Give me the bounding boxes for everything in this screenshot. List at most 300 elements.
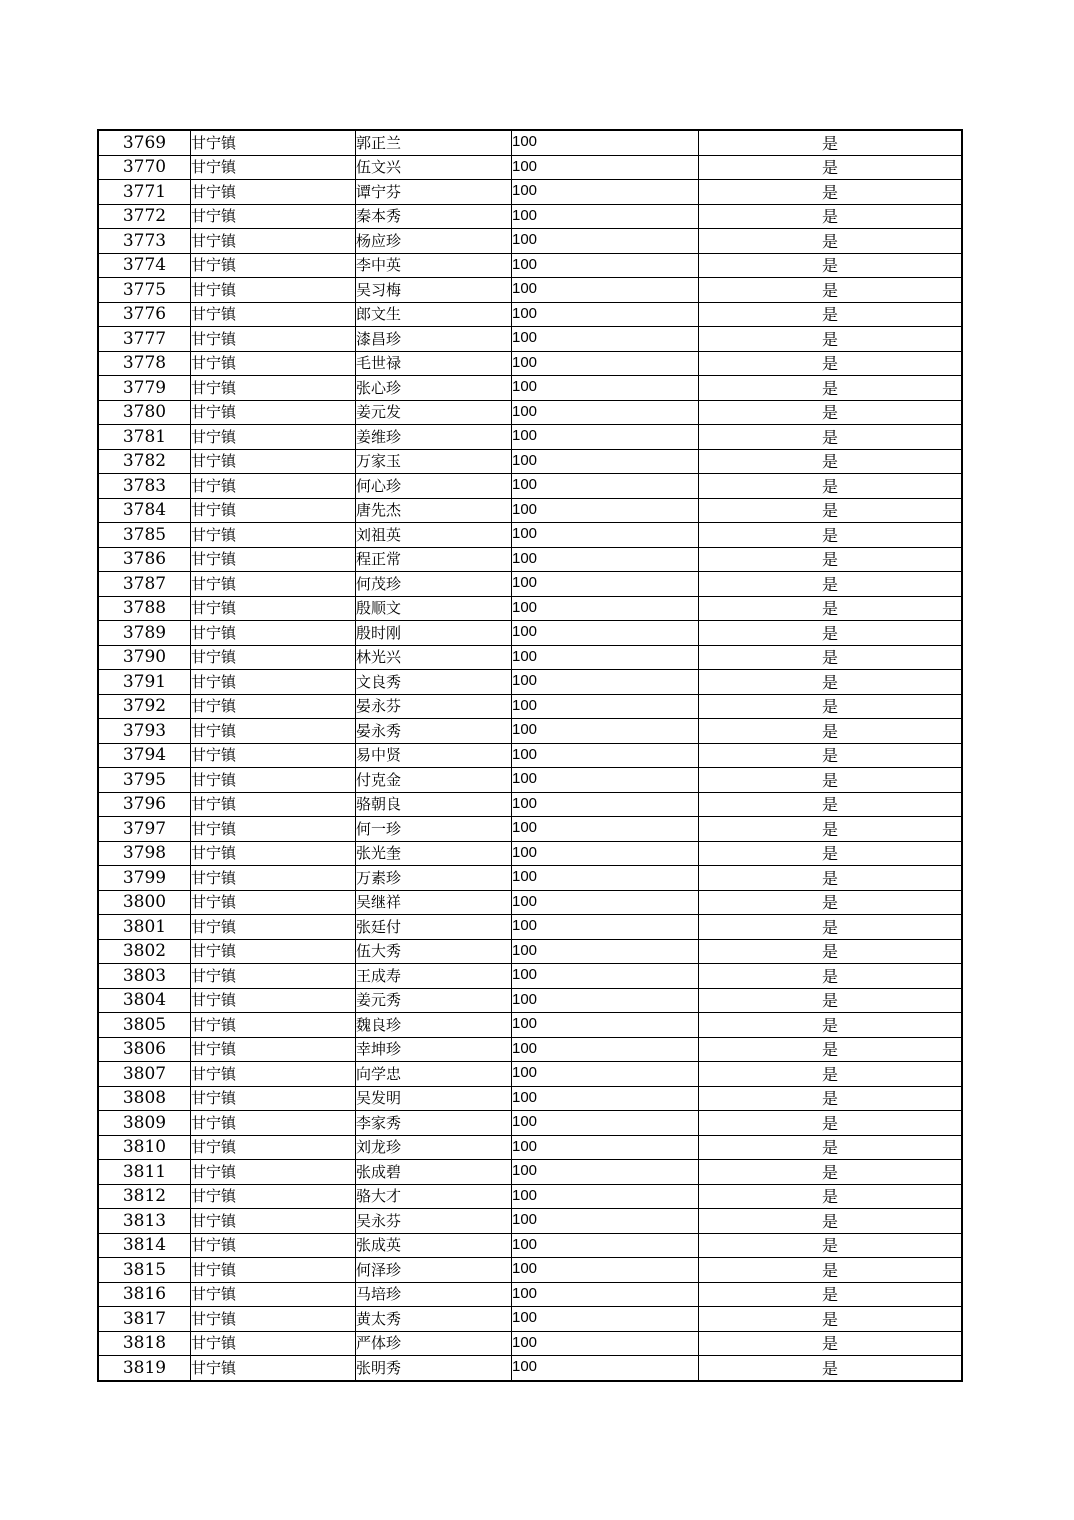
table-row xyxy=(98,768,962,793)
amount-cell: 100 xyxy=(512,302,699,327)
row-number-cell: 3797 xyxy=(98,817,191,842)
status-cell: 是 xyxy=(699,1282,963,1307)
table-row xyxy=(98,155,962,180)
row-number-cell: 3819 xyxy=(98,1356,191,1381)
row-number-cell: 3783 xyxy=(98,474,191,499)
town-cell: 甘宁镇 xyxy=(191,1160,356,1185)
amount-cell: 100 xyxy=(512,400,699,425)
person-name-cell: 幸坤珍 xyxy=(356,1037,512,1062)
person-name-cell: 郎文生 xyxy=(356,302,512,327)
town-cell: 甘宁镇 xyxy=(191,1282,356,1307)
row-number-cell: 3772 xyxy=(98,204,191,229)
town-cell: 甘宁镇 xyxy=(191,719,356,744)
status-cell: 是 xyxy=(699,498,963,523)
status-cell: 是 xyxy=(699,1086,963,1111)
status-cell: 是 xyxy=(699,302,963,327)
status-cell: 是 xyxy=(699,1331,963,1356)
row-number-cell: 3802 xyxy=(98,939,191,964)
status-cell: 是 xyxy=(699,1356,963,1381)
town-cell: 甘宁镇 xyxy=(191,1013,356,1038)
person-name-cell: 殷顺文 xyxy=(356,596,512,621)
town-cell: 甘宁镇 xyxy=(191,1111,356,1136)
town-cell: 甘宁镇 xyxy=(191,327,356,352)
table-row xyxy=(98,621,962,646)
table-row xyxy=(98,792,962,817)
person-name-cell: 姜维珍 xyxy=(356,425,512,450)
table-row xyxy=(98,425,962,450)
table-row xyxy=(98,743,962,768)
amount-cell: 100 xyxy=(512,1037,699,1062)
person-name-cell: 张廷付 xyxy=(356,915,512,940)
row-number-cell: 3811 xyxy=(98,1160,191,1185)
table-row xyxy=(98,302,962,327)
table-row xyxy=(98,1037,962,1062)
amount-cell: 100 xyxy=(512,1062,699,1087)
amount-cell: 100 xyxy=(512,449,699,474)
status-cell: 是 xyxy=(699,204,963,229)
person-name-cell: 严体珍 xyxy=(356,1331,512,1356)
town-cell: 甘宁镇 xyxy=(191,792,356,817)
town-cell: 甘宁镇 xyxy=(191,572,356,597)
status-cell: 是 xyxy=(699,1111,963,1136)
row-number-cell: 3813 xyxy=(98,1209,191,1234)
status-cell: 是 xyxy=(699,792,963,817)
row-number-cell: 3795 xyxy=(98,768,191,793)
status-cell: 是 xyxy=(699,1135,963,1160)
amount-cell: 100 xyxy=(512,841,699,866)
person-name-cell: 殷时刚 xyxy=(356,621,512,646)
town-cell: 甘宁镇 xyxy=(191,670,356,695)
table-row xyxy=(98,1086,962,1111)
table-row xyxy=(98,351,962,376)
status-cell: 是 xyxy=(699,866,963,891)
amount-cell: 100 xyxy=(512,376,699,401)
amount-cell: 100 xyxy=(512,1331,699,1356)
amount-cell: 100 xyxy=(512,719,699,744)
amount-cell: 100 xyxy=(512,253,699,278)
row-number-cell: 3780 xyxy=(98,400,191,425)
person-name-cell: 郭正兰 xyxy=(356,130,512,155)
status-cell: 是 xyxy=(699,1209,963,1234)
person-name-cell: 晏永秀 xyxy=(356,719,512,744)
amount-cell: 100 xyxy=(512,278,699,303)
town-cell: 甘宁镇 xyxy=(191,915,356,940)
row-number-cell: 3792 xyxy=(98,694,191,719)
town-cell: 甘宁镇 xyxy=(191,1356,356,1381)
table-row xyxy=(98,1184,962,1209)
row-number-cell: 3808 xyxy=(98,1086,191,1111)
person-name-cell: 何茂珍 xyxy=(356,572,512,597)
person-name-cell: 万家玉 xyxy=(356,449,512,474)
table-row xyxy=(98,596,962,621)
row-number-cell: 3775 xyxy=(98,278,191,303)
person-name-cell: 毛世禄 xyxy=(356,351,512,376)
town-cell: 甘宁镇 xyxy=(191,229,356,254)
town-cell: 甘宁镇 xyxy=(191,841,356,866)
row-number-cell: 3814 xyxy=(98,1233,191,1258)
table-row xyxy=(98,988,962,1013)
row-number-cell: 3791 xyxy=(98,670,191,695)
table-row xyxy=(98,130,962,155)
table-row xyxy=(98,1062,962,1087)
person-name-cell: 张成英 xyxy=(356,1233,512,1258)
person-name-cell: 易中贤 xyxy=(356,743,512,768)
row-number-cell: 3799 xyxy=(98,866,191,891)
amount-cell: 100 xyxy=(512,1086,699,1111)
town-cell: 甘宁镇 xyxy=(191,1086,356,1111)
person-name-cell: 晏永芬 xyxy=(356,694,512,719)
status-cell: 是 xyxy=(699,841,963,866)
amount-cell: 100 xyxy=(512,939,699,964)
person-name-cell: 付克金 xyxy=(356,768,512,793)
person-name-cell: 伍大秀 xyxy=(356,939,512,964)
table-row xyxy=(98,1282,962,1307)
amount-cell: 100 xyxy=(512,1209,699,1234)
amount-cell: 100 xyxy=(512,645,699,670)
table-row xyxy=(98,1135,962,1160)
status-cell: 是 xyxy=(699,596,963,621)
town-cell: 甘宁镇 xyxy=(191,180,356,205)
table-row xyxy=(98,498,962,523)
table-row xyxy=(98,1331,962,1356)
row-number-cell: 3778 xyxy=(98,351,191,376)
table-row xyxy=(98,229,962,254)
person-name-cell: 唐先杰 xyxy=(356,498,512,523)
amount-cell: 100 xyxy=(512,621,699,646)
status-cell: 是 xyxy=(699,155,963,180)
table-row xyxy=(98,1209,962,1234)
person-name-cell: 张成碧 xyxy=(356,1160,512,1185)
row-number-cell: 3800 xyxy=(98,890,191,915)
status-cell: 是 xyxy=(699,817,963,842)
amount-cell: 100 xyxy=(512,768,699,793)
person-name-cell: 吴永芬 xyxy=(356,1209,512,1234)
status-cell: 是 xyxy=(699,743,963,768)
table-row xyxy=(98,278,962,303)
table-row xyxy=(98,1258,962,1283)
table-row xyxy=(98,670,962,695)
status-cell: 是 xyxy=(699,890,963,915)
person-name-cell: 程正常 xyxy=(356,547,512,572)
town-cell: 甘宁镇 xyxy=(191,866,356,891)
person-name-cell: 伍文兴 xyxy=(356,155,512,180)
person-name-cell: 漆昌珍 xyxy=(356,327,512,352)
town-cell: 甘宁镇 xyxy=(191,964,356,989)
person-name-cell: 文良秀 xyxy=(356,670,512,695)
status-cell: 是 xyxy=(699,474,963,499)
table-row xyxy=(98,180,962,205)
town-cell: 甘宁镇 xyxy=(191,1135,356,1160)
town-cell: 甘宁镇 xyxy=(191,768,356,793)
person-name-cell: 骆朝良 xyxy=(356,792,512,817)
status-cell: 是 xyxy=(699,425,963,450)
row-number-cell: 3806 xyxy=(98,1037,191,1062)
town-cell: 甘宁镇 xyxy=(191,400,356,425)
person-name-cell: 刘祖英 xyxy=(356,523,512,548)
person-name-cell: 杨应珍 xyxy=(356,229,512,254)
town-cell: 甘宁镇 xyxy=(191,1307,356,1332)
status-cell: 是 xyxy=(699,768,963,793)
amount-cell: 100 xyxy=(512,890,699,915)
town-cell: 甘宁镇 xyxy=(191,1258,356,1283)
roster-body xyxy=(98,130,962,1381)
status-cell: 是 xyxy=(699,253,963,278)
status-cell: 是 xyxy=(699,130,963,155)
row-number-cell: 3781 xyxy=(98,425,191,450)
amount-cell: 100 xyxy=(512,229,699,254)
amount-cell: 100 xyxy=(512,792,699,817)
person-name-cell: 黄太秀 xyxy=(356,1307,512,1332)
person-name-cell: 何泽珍 xyxy=(356,1258,512,1283)
table-row xyxy=(98,523,962,548)
row-number-cell: 3782 xyxy=(98,449,191,474)
amount-cell: 100 xyxy=(512,988,699,1013)
status-cell: 是 xyxy=(699,229,963,254)
row-number-cell: 3796 xyxy=(98,792,191,817)
town-cell: 甘宁镇 xyxy=(191,425,356,450)
table-row xyxy=(98,719,962,744)
row-number-cell: 3793 xyxy=(98,719,191,744)
status-cell: 是 xyxy=(699,939,963,964)
person-name-cell: 林光兴 xyxy=(356,645,512,670)
person-name-cell: 向学忠 xyxy=(356,1062,512,1087)
person-name-cell: 谭宁芬 xyxy=(356,180,512,205)
person-name-cell: 刘龙珍 xyxy=(356,1135,512,1160)
table-row xyxy=(98,915,962,940)
table-row xyxy=(98,253,962,278)
person-name-cell: 姜元秀 xyxy=(356,988,512,1013)
row-number-cell: 3776 xyxy=(98,302,191,327)
table-row xyxy=(98,204,962,229)
town-cell: 甘宁镇 xyxy=(191,155,356,180)
row-number-cell: 3803 xyxy=(98,964,191,989)
town-cell: 甘宁镇 xyxy=(191,474,356,499)
amount-cell: 100 xyxy=(512,1233,699,1258)
town-cell: 甘宁镇 xyxy=(191,351,356,376)
amount-cell: 100 xyxy=(512,817,699,842)
row-number-cell: 3785 xyxy=(98,523,191,548)
table-row xyxy=(98,866,962,891)
amount-cell: 100 xyxy=(512,866,699,891)
amount-cell: 100 xyxy=(512,1135,699,1160)
town-cell: 甘宁镇 xyxy=(191,694,356,719)
amount-cell: 100 xyxy=(512,523,699,548)
town-cell: 甘宁镇 xyxy=(191,1209,356,1234)
status-cell: 是 xyxy=(699,449,963,474)
town-cell: 甘宁镇 xyxy=(191,130,356,155)
town-cell: 甘宁镇 xyxy=(191,523,356,548)
status-cell: 是 xyxy=(699,915,963,940)
town-cell: 甘宁镇 xyxy=(191,939,356,964)
town-cell: 甘宁镇 xyxy=(191,253,356,278)
person-name-cell: 吴发明 xyxy=(356,1086,512,1111)
table-row xyxy=(98,817,962,842)
town-cell: 甘宁镇 xyxy=(191,1331,356,1356)
table-row xyxy=(98,939,962,964)
status-cell: 是 xyxy=(699,523,963,548)
row-number-cell: 3807 xyxy=(98,1062,191,1087)
row-number-cell: 3798 xyxy=(98,841,191,866)
amount-cell: 100 xyxy=(512,743,699,768)
row-number-cell: 3801 xyxy=(98,915,191,940)
status-cell: 是 xyxy=(699,572,963,597)
table-row xyxy=(98,890,962,915)
status-cell: 是 xyxy=(699,376,963,401)
row-number-cell: 3769 xyxy=(98,130,191,155)
town-cell: 甘宁镇 xyxy=(191,302,356,327)
table-row xyxy=(98,449,962,474)
table-row xyxy=(98,645,962,670)
amount-cell: 100 xyxy=(512,694,699,719)
row-number-cell: 3804 xyxy=(98,988,191,1013)
town-cell: 甘宁镇 xyxy=(191,817,356,842)
row-number-cell: 3787 xyxy=(98,572,191,597)
table-row xyxy=(98,1160,962,1185)
person-name-cell: 吴继祥 xyxy=(356,890,512,915)
amount-cell: 100 xyxy=(512,351,699,376)
town-cell: 甘宁镇 xyxy=(191,1062,356,1087)
table-row xyxy=(98,547,962,572)
town-cell: 甘宁镇 xyxy=(191,498,356,523)
status-cell: 是 xyxy=(699,351,963,376)
row-number-cell: 3773 xyxy=(98,229,191,254)
town-cell: 甘宁镇 xyxy=(191,890,356,915)
row-number-cell: 3786 xyxy=(98,547,191,572)
row-number-cell: 3805 xyxy=(98,1013,191,1038)
person-name-cell: 骆大才 xyxy=(356,1184,512,1209)
row-number-cell: 3812 xyxy=(98,1184,191,1209)
town-cell: 甘宁镇 xyxy=(191,645,356,670)
town-cell: 甘宁镇 xyxy=(191,547,356,572)
status-cell: 是 xyxy=(699,327,963,352)
town-cell: 甘宁镇 xyxy=(191,1037,356,1062)
person-name-cell: 魏良珍 xyxy=(356,1013,512,1038)
row-number-cell: 3790 xyxy=(98,645,191,670)
row-number-cell: 3815 xyxy=(98,1258,191,1283)
roster-table xyxy=(97,129,963,1382)
status-cell: 是 xyxy=(699,547,963,572)
person-name-cell: 何一珍 xyxy=(356,817,512,842)
town-cell: 甘宁镇 xyxy=(191,204,356,229)
person-name-cell: 张心珍 xyxy=(356,376,512,401)
status-cell: 是 xyxy=(699,180,963,205)
person-name-cell: 秦本秀 xyxy=(356,204,512,229)
amount-cell: 100 xyxy=(512,130,699,155)
row-number-cell: 3817 xyxy=(98,1307,191,1332)
status-cell: 是 xyxy=(699,1062,963,1087)
status-cell: 是 xyxy=(699,1037,963,1062)
town-cell: 甘宁镇 xyxy=(191,988,356,1013)
person-name-cell: 王成寿 xyxy=(356,964,512,989)
person-name-cell: 马培珍 xyxy=(356,1282,512,1307)
person-name-cell: 张光奎 xyxy=(356,841,512,866)
amount-cell: 100 xyxy=(512,1356,699,1381)
person-name-cell: 张明秀 xyxy=(356,1356,512,1381)
status-cell: 是 xyxy=(699,988,963,1013)
amount-cell: 100 xyxy=(512,1282,699,1307)
table-row xyxy=(98,327,962,352)
table-row xyxy=(98,1013,962,1038)
row-number-cell: 3774 xyxy=(98,253,191,278)
amount-cell: 100 xyxy=(512,327,699,352)
row-number-cell: 3818 xyxy=(98,1331,191,1356)
table-row xyxy=(98,572,962,597)
amount-cell: 100 xyxy=(512,596,699,621)
status-cell: 是 xyxy=(699,278,963,303)
amount-cell: 100 xyxy=(512,1160,699,1185)
amount-cell: 100 xyxy=(512,1307,699,1332)
town-cell: 甘宁镇 xyxy=(191,376,356,401)
amount-cell: 100 xyxy=(512,155,699,180)
status-cell: 是 xyxy=(699,645,963,670)
amount-cell: 100 xyxy=(512,425,699,450)
amount-cell: 100 xyxy=(512,1111,699,1136)
table-row xyxy=(98,1111,962,1136)
row-number-cell: 3809 xyxy=(98,1111,191,1136)
town-cell: 甘宁镇 xyxy=(191,449,356,474)
person-name-cell: 吴习梅 xyxy=(356,278,512,303)
amount-cell: 100 xyxy=(512,572,699,597)
status-cell: 是 xyxy=(699,670,963,695)
status-cell: 是 xyxy=(699,964,963,989)
row-number-cell: 3810 xyxy=(98,1135,191,1160)
person-name-cell: 何心珍 xyxy=(356,474,512,499)
table-row xyxy=(98,694,962,719)
row-number-cell: 3788 xyxy=(98,596,191,621)
person-name-cell: 姜元发 xyxy=(356,400,512,425)
amount-cell: 100 xyxy=(512,670,699,695)
town-cell: 甘宁镇 xyxy=(191,1184,356,1209)
status-cell: 是 xyxy=(699,621,963,646)
status-cell: 是 xyxy=(699,1184,963,1209)
table-row xyxy=(98,400,962,425)
table-row xyxy=(98,376,962,401)
amount-cell: 100 xyxy=(512,1184,699,1209)
status-cell: 是 xyxy=(699,1258,963,1283)
row-number-cell: 3770 xyxy=(98,155,191,180)
town-cell: 甘宁镇 xyxy=(191,621,356,646)
status-cell: 是 xyxy=(699,1233,963,1258)
row-number-cell: 3779 xyxy=(98,376,191,401)
amount-cell: 100 xyxy=(512,964,699,989)
status-cell: 是 xyxy=(699,1013,963,1038)
row-number-cell: 3789 xyxy=(98,621,191,646)
amount-cell: 100 xyxy=(512,180,699,205)
amount-cell: 100 xyxy=(512,1013,699,1038)
amount-cell: 100 xyxy=(512,547,699,572)
town-cell: 甘宁镇 xyxy=(191,596,356,621)
town-cell: 甘宁镇 xyxy=(191,1233,356,1258)
row-number-cell: 3771 xyxy=(98,180,191,205)
status-cell: 是 xyxy=(699,1307,963,1332)
row-number-cell: 3777 xyxy=(98,327,191,352)
town-cell: 甘宁镇 xyxy=(191,743,356,768)
amount-cell: 100 xyxy=(512,474,699,499)
row-number-cell: 3794 xyxy=(98,743,191,768)
table-row xyxy=(98,1233,962,1258)
person-name-cell: 李中英 xyxy=(356,253,512,278)
amount-cell: 100 xyxy=(512,915,699,940)
amount-cell: 100 xyxy=(512,498,699,523)
table-row xyxy=(98,964,962,989)
town-cell: 甘宁镇 xyxy=(191,278,356,303)
table-row xyxy=(98,841,962,866)
table-row xyxy=(98,1307,962,1332)
person-name-cell: 李家秀 xyxy=(356,1111,512,1136)
amount-cell: 100 xyxy=(512,204,699,229)
status-cell: 是 xyxy=(699,1160,963,1185)
status-cell: 是 xyxy=(699,400,963,425)
